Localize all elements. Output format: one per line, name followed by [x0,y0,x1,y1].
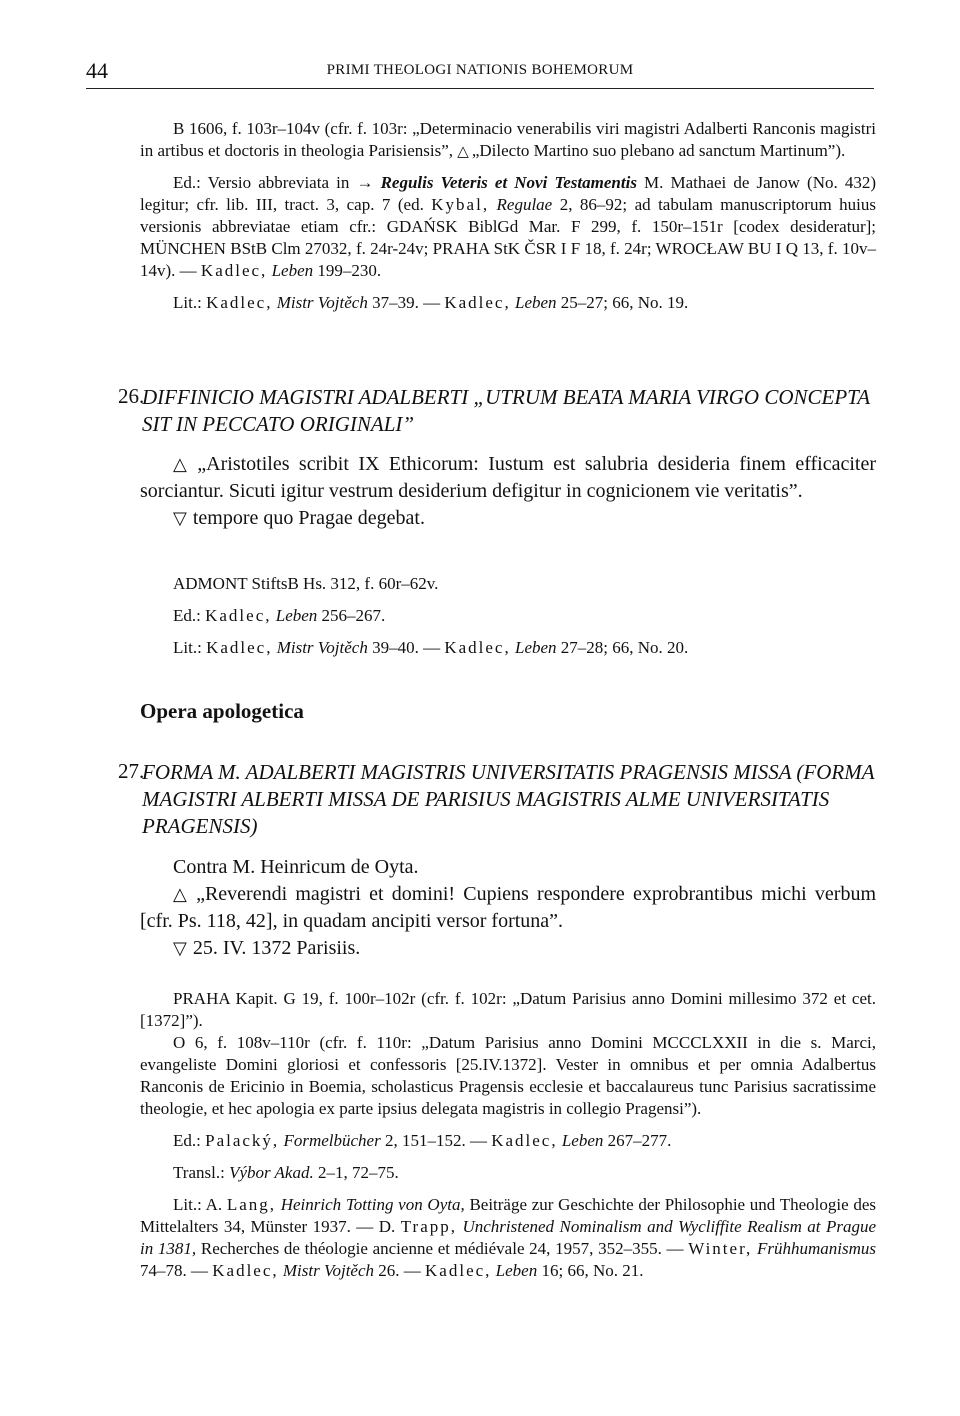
literature-note: Lit.: A. Lang, Heinrich Totting von Oyta, Beiträge zur Geschichte der Philosophie und Theologie des Mittelalters 34, Münster 1937. — D. Trapp, Unchristened Nominalism and Wycliffite Realism at Prague in 1381, Recherches de théologie ancienne et médiévale 24, 1957, 352–355. — Winter, Frühhumanismus 74–78. — Kadlec, Mistr Vojtěch 26. — Kadlec, Leben 16; 66, No. 21. [140,1195,877,1280]
entry-26-body [140,451,876,532]
entry-title: FORMA M. ADALBERTI MAGISTRIS UNIVERSITATIS PRAGENSIS MISSA (FORMA MAGISTRI ALBERTI MISSA DE PARISIUS MAGISTRIS ALME UNIVERSITATIS PRAGENSIS) [142,760,875,838]
contra-text: Contra M. Heinricum de Oyta. [173,856,419,878]
arrow-icon: → [356,173,374,192]
entry-27-body [140,854,876,962]
incipit-text: △ „Reverendi magistri et domini! Cupiens respondere exprobrantibus michi verbum [cfr. Ps. 118, 42], in quadam ancipiti versor fortuna”. [140,883,877,932]
edition-note: Ed.: Kadlec, Leben 256–267. [173,606,386,625]
entry-26-notes [140,573,876,659]
edition-note: Ed.: Palacký, Formelbücher 2, 151–152. — Kadlec, Leben 267–277. [173,1131,672,1150]
literature-note: Lit.: Kadlec, Mistr Vojtěch 37–39. — Kadlec, Leben 25–27; 66, No. 19. [173,293,689,312]
incipit-symbol: △ [173,884,191,905]
manuscript-note: B 1606, f. 103r–104v (cfr. f. 103r: „Determinacio venerabilis viri magistri Adalberti Ranconis magistri in artibus et doctoris in theologia Parisiensis”, △ „Dilecto Martino suo plebano ad sanctum Martinum”). [140,119,876,160]
incipit-symbol: △ [457,142,469,160]
header-rule [86,88,874,89]
running-title: PRIMI THEOLOGI NATIONIS BOHEMORUM [326,62,634,78]
entry-number: 26. [118,384,145,408]
explicit-symbol: ▽ [173,508,187,529]
page-header [86,58,874,86]
explicit-symbol: ▽ [173,938,187,959]
entry-number: 27. [118,759,145,783]
manuscript-note: PRAHA Kapit. G 19, f. 100r–102r (cfr. f. 102r: „Datum Parisius anno Domini millesimo 372 et cet. [1372]”). [140,989,876,1030]
literature-note: Lit.: Kadlec, Mistr Vojtěch 39–40. — Kadlec, Leben 27–28; 66, No. 20. [173,638,689,657]
entry-title: DIFFINICIO MAGISTRI ADALBERTI „UTRUM BEATA MARIA VIRGO CONCEPTA SIT IN PECCATO ORIGINALI” [142,385,870,436]
edition-note: Ed.: Versio abbreviata in → Regulis Veteris et Novi Testamentis M. Mathaei de Janow (No. 432) legitur; cfr. lib. III, tract. 3, cap. 7 (ed. Kybal, Regulae 2, 86–92; ad tabulam manuscriptorum huius versionis abbreviatae etiam cfr.: GDAŃSK BiblGd Mar. F 299, f. 150r–151r [codex desideratur]; MÜNCHEN BStB Clm 27032, f. 24r-24v; PRAHA StK ČSR I F 18, f. 24r; WROCŁAW BU I Q 13, f. 10v–14v). — Kadlec, Leben 199–230. [140,173,876,280]
manuscript-note-2: O 6, f. 108v–110r (cfr. f. 110r: „Datum Parisius anno Domini MCCCLXXII in die s. Marci, evangeliste Domini gloriosi et confessoris [25.IV.1372]. Vester in omnibus et per omnia Adalbertus Ranconis de Ericinio in Boemia, scholasticus Pragensis ecclesie et baccalaureus tunc Parisius sacratissime theologie, et hec apologia ex parte ipsius delegata magistris in collegio Pragensi”). [140,1033,876,1118]
top-block [140,118,876,314]
entry-27-notes [140,988,876,1282]
explicit-text: ▽ tempore quo Pragae degebat. [173,507,425,529]
section-heading: Opera apologetica [140,699,304,723]
explicit-text: ▽ 25. IV. 1372 Parisiis. [173,937,361,959]
incipit-symbol: △ [173,454,192,475]
manuscript-note: ADMONT StiftsB Hs. 312, f. 60r–62v. [173,574,439,593]
translation-note: Transl.: Výbor Akad. 2–1, 72–75. [173,1163,399,1182]
page-number: 44 [86,58,108,83]
incipit-text: △ „Aristotiles scribit IX Ethicorum: Iustum est salubria desideria finem efficaciter sorciantur. Sicuti igitur vestrum desiderium defigitur in cognicionem vie veritatis”. [140,453,876,502]
